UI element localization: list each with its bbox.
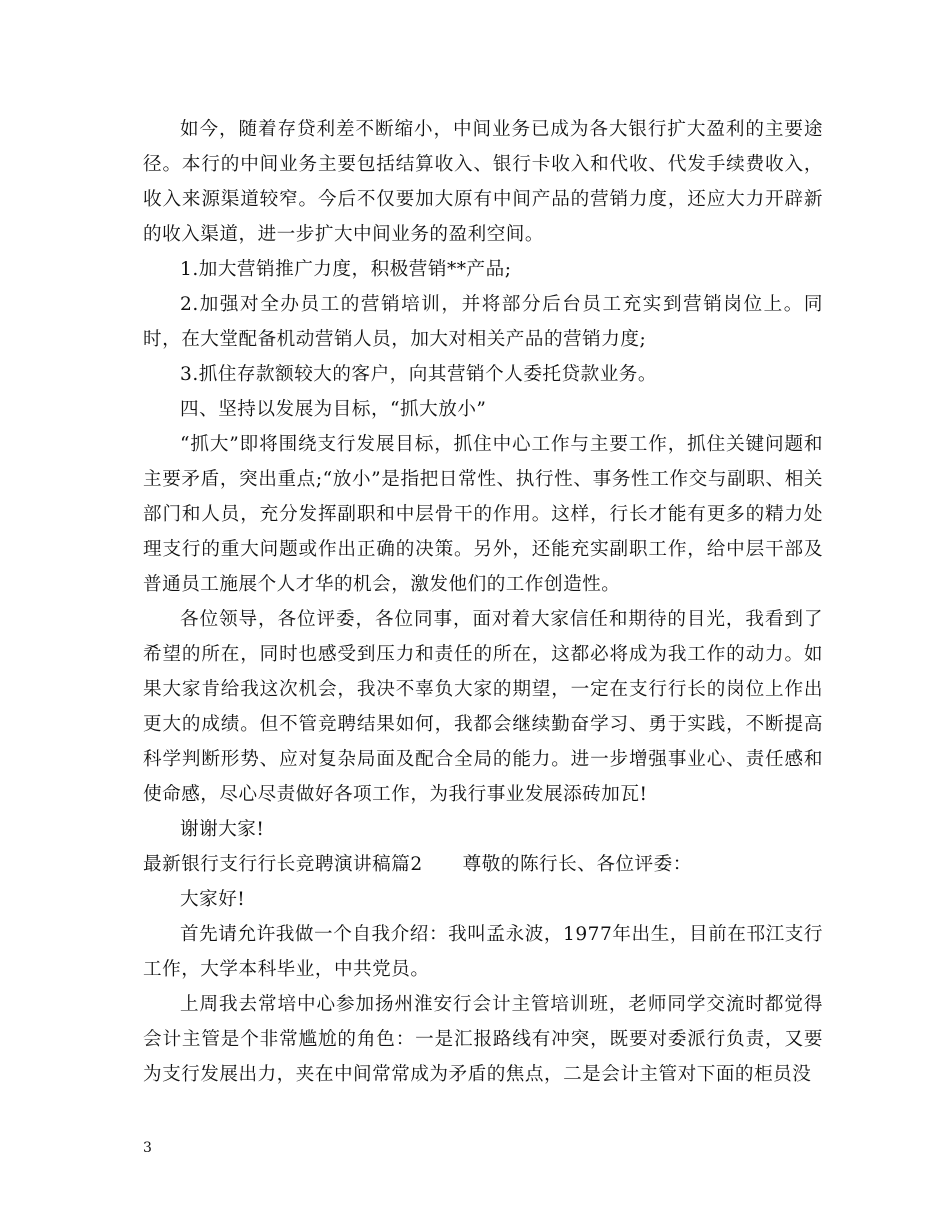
section-title: 最新银行支行行长竞聘演讲稿篇2 bbox=[143, 854, 423, 875]
list-item-3: 3.抓住存款额较大的客户，向其营销个人委托贷款业务。 bbox=[180, 364, 657, 385]
list-item-1: 1.加大营销推广力度，积极营销**产品; bbox=[180, 259, 512, 280]
paragraph-grasp-big: “抓大”即将围绕支行发展目标，抓住中心工作与主要工作，抓住关键问题和主要矛盾，突出重点;“放小”是指把日常性、执行性、事务性工作交与副职、相关部门和人员，充分发挥副职和中层骨干的作用。这样，行长才能有更多的精力处理支行的重大问题或作出正确的决策。另外，还能充实副职工作，给中层干部及普通员工施展个人才华的机会，激发他们的工作创造性。 bbox=[143, 434, 823, 595]
paragraph-greeting: 大家好! bbox=[180, 889, 246, 910]
salutation: 尊敬的陈行长、各位评委： bbox=[462, 854, 692, 875]
list-item-2: 2.加强对全办员工的营销培训，并将部分后台员工充实到营销岗位上。同时，在大堂配备机动营销人员，加大对相关产品的营销力度; bbox=[143, 294, 823, 350]
section-heading-four: 四、坚持以发展为目标，“抓大放小” bbox=[180, 399, 487, 420]
paragraph-training: 上周我去常培中心参加扬州淮安行会计主管培训班，老师同学交流时都觉得会计主管是个非常尴尬的角色：一是汇报路线有冲突，既要对委派行负责，又要为支行发展出力，夹在中间常常成为矛盾的焦点，二是会计主管对下面的柜员没 bbox=[143, 994, 823, 1085]
paragraph-self-intro: 首先请允许我做一个自我介绍：我叫孟永波，1977年出生，目前在邗江支行工作，大学本科毕业，中共党员。 bbox=[143, 924, 823, 980]
page-number: 3 bbox=[143, 1140, 152, 1156]
section-title-row bbox=[143, 847, 823, 882]
document-body bbox=[143, 112, 823, 1092]
paragraph-intermediate-business: 如今，随着存贷利差不断缩小，中间业务已成为各大银行扩大盈利的主要途径。本行的中间业务主要包括结算收入、银行卡收入和代收、代发手续费收入，收入来源渠道较窄。今后不仅要加大原有中间产品的营销力度，还应大力开辟新的收入渠道，进一步扩大中间业务的盈利空间。 bbox=[143, 119, 823, 245]
paragraph-thanks: 谢谢大家! bbox=[180, 819, 265, 840]
paragraph-closing: 各位领导，各位评委，各位同事，面对着大家信任和期待的目光，我看到了希望的所在，同时也感受到压力和责任的所在，这都必将成为我工作的动力。如果大家肯给我这次机会，我决不辜负大家的期望，一定在支行行长的岗位上作出更大的成绩。但不管竞聘结果如何，我都会继续勤奋学习、勇于实践，不断提高科学判断形势、应对复杂局面及配合全局的能力。进一步增强事业心、责任感和使命感，尽心尽责做好各项工作，为我行事业发展添砖加瓦! bbox=[143, 609, 823, 805]
